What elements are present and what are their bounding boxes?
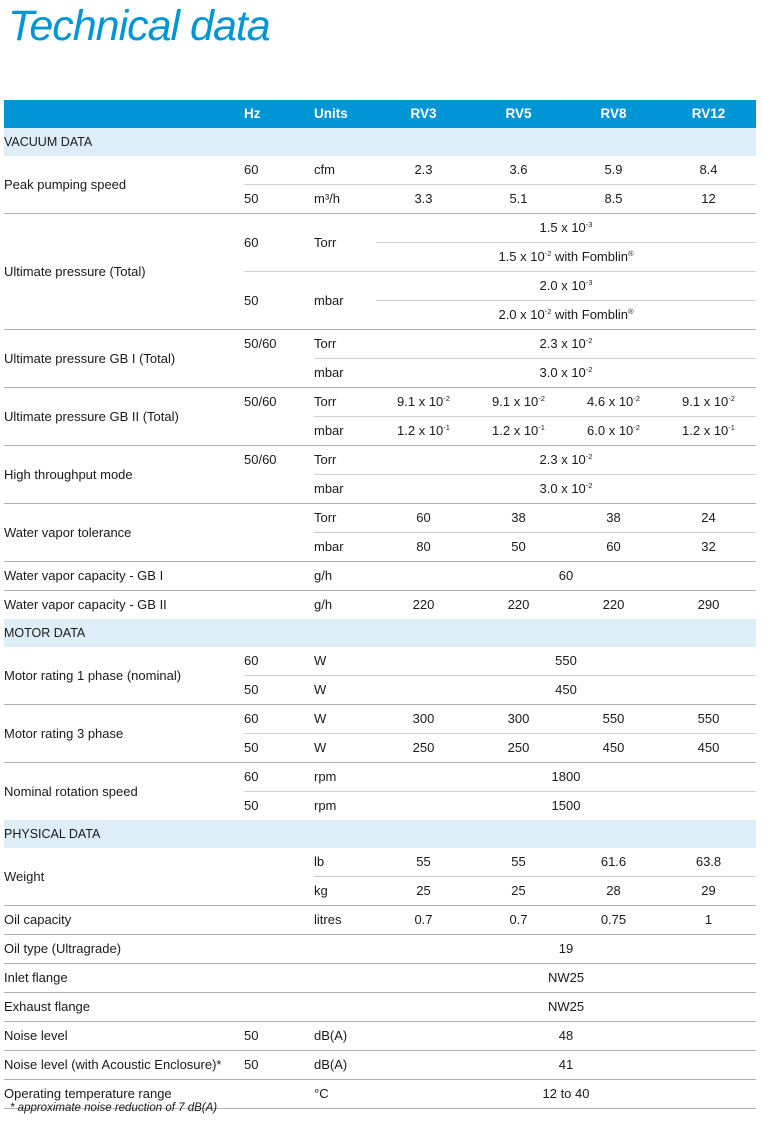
param-exhaust: Exhaust flange xyxy=(4,993,244,1022)
unit-cell: W xyxy=(314,734,376,763)
value-cell: 250 xyxy=(471,734,566,763)
value-cell: 550 xyxy=(555,653,577,668)
table-row-water-tolerance xyxy=(4,504,756,533)
unit-cell: mbar xyxy=(314,272,376,330)
table-row-peak-speed xyxy=(4,156,756,185)
value-cell: 550 xyxy=(661,705,756,734)
value-cell: 250 xyxy=(376,734,471,763)
hz-cell: 60 xyxy=(244,214,314,272)
param-high-throughput: High throughput mode xyxy=(4,446,244,504)
param-motor-1ph: Motor rating 1 phase (nominal) xyxy=(4,667,182,683)
unit-cell: g/h xyxy=(314,591,376,620)
value-cell: 60 xyxy=(376,562,756,591)
value-cell: 25 xyxy=(376,877,471,906)
value-cell: 450 xyxy=(376,676,756,705)
unit-cell: dB(A) xyxy=(314,1022,376,1051)
unit-cell: rpm xyxy=(314,763,376,792)
unit-cell xyxy=(314,935,376,964)
header-hz: Hz xyxy=(244,100,314,128)
section-row-physical xyxy=(4,820,756,848)
value-cell: 300 xyxy=(376,705,471,734)
hz-cell: 50/60 xyxy=(244,330,314,388)
value-cell: 2.3 x $10^{-2}$ xyxy=(376,446,756,475)
value-cell: 2.3 xyxy=(414,162,433,177)
header-units: Units xyxy=(314,100,376,128)
technical-data-table xyxy=(4,100,756,1109)
unit-cell xyxy=(314,993,376,1022)
value-cell: 12 to 40 xyxy=(376,1080,756,1109)
param-peak-speed: Peak pumping speed xyxy=(4,176,127,192)
value-cell: 550 xyxy=(566,705,661,734)
hz-cell: 50/60 xyxy=(244,388,314,446)
hz-cell xyxy=(244,848,314,906)
table-row-noise xyxy=(4,1022,756,1051)
unit-cell: W xyxy=(314,676,376,705)
hz-cell xyxy=(244,1080,314,1109)
value-cell: 1500 xyxy=(376,792,756,821)
value-cell: 3.0 x $10^{-2}$ xyxy=(376,475,756,504)
value-cell: 450 xyxy=(661,734,756,763)
hz-cell: 60 xyxy=(244,653,259,668)
param-weight: Weight xyxy=(4,868,45,884)
value-cell: 80 xyxy=(376,533,471,562)
value-cell: 9.1 x $10^{-2}$ xyxy=(471,388,566,417)
section-row-vacuum xyxy=(4,128,756,156)
value-cell: 63.8 xyxy=(695,854,722,869)
param-ultimate-gb2: Ultimate pressure GB II (Total) xyxy=(4,388,244,446)
unit-cell: cfm xyxy=(314,162,335,177)
value-cell: 0.7 xyxy=(471,906,566,935)
table-row-weight xyxy=(4,848,756,877)
section-heading-motor: MOTOR DATA xyxy=(4,619,756,647)
value-cell: 1.2 x $10^{-1}$ xyxy=(471,417,566,446)
header-model-rv12: RV12 xyxy=(661,100,756,128)
value-cell: 0.75 xyxy=(566,906,661,935)
table-row-ultimate-gb2 xyxy=(4,388,756,417)
hz-cell xyxy=(244,906,314,935)
value-cell: 5.1 xyxy=(471,185,566,214)
value-cell: 290 xyxy=(661,591,756,620)
header-model-rv3: RV3 xyxy=(376,100,471,128)
hz-cell xyxy=(244,562,314,591)
hz-cell: 50 xyxy=(244,1051,314,1080)
value-cell: NW25 xyxy=(376,993,756,1022)
value-cell: 41 xyxy=(376,1051,756,1080)
hz-cell: 60 xyxy=(244,162,259,177)
value-cell: 300 xyxy=(471,705,566,734)
value-cell: 38 xyxy=(471,504,566,533)
value-cell: 220 xyxy=(471,591,566,620)
param-water-gb2: Water vapor capacity - GB II xyxy=(4,591,244,620)
param-water-gb1: Water vapor capacity - GB I xyxy=(4,562,244,591)
param-rotation: Nominal rotation speed xyxy=(4,763,244,821)
value-cell: 6.0 x $10^{-2}$ xyxy=(566,417,661,446)
param-ultimate-gb1: Ultimate pressure GB I (Total) xyxy=(4,330,244,388)
hz-cell xyxy=(244,964,314,993)
hz-cell: 50 xyxy=(244,734,314,763)
unit-cell: mbar xyxy=(314,475,376,504)
footnote: * approximate noise reduction of 7 dB(A) xyxy=(10,1102,218,1114)
unit-cell: W xyxy=(314,705,376,734)
unit-cell: Torr xyxy=(314,446,376,475)
unit-cell: g/h xyxy=(314,562,376,591)
value-cell: NW25 xyxy=(376,964,756,993)
table-row-rotation xyxy=(4,763,756,792)
value-cell: 50 xyxy=(471,533,566,562)
value-cell: 28 xyxy=(566,877,661,906)
table-row-oil-type xyxy=(4,935,756,964)
param-oil-capacity: Oil capacity xyxy=(4,906,244,935)
table-row-inlet xyxy=(4,964,756,993)
value-cell: 1800 xyxy=(376,763,756,792)
section-heading-vacuum: VACUUM DATA xyxy=(4,128,756,156)
param-noise: Noise level xyxy=(4,1022,244,1051)
value-cell: 1.2 x $10^{-1}$ xyxy=(376,417,471,446)
value-cell: 19 xyxy=(376,935,756,964)
header-parameter xyxy=(4,100,244,128)
value-cell: 9.1 x $10^{-2}$ xyxy=(376,388,471,417)
value-cell: 38 xyxy=(566,504,661,533)
section-row-motor xyxy=(4,619,756,647)
unit-cell: Torr xyxy=(314,214,376,272)
header-model-rv8: RV8 xyxy=(566,100,661,128)
value-cell: 24 xyxy=(661,504,756,533)
value-cell: 12 xyxy=(661,185,756,214)
hz-cell: 50 xyxy=(244,272,314,330)
table-row-oil-capacity xyxy=(4,906,756,935)
value-cell: 29 xyxy=(661,877,756,906)
value-cell: 61.6 xyxy=(600,854,627,869)
hz-cell: 50/60 xyxy=(244,446,314,504)
value-cell: 3.0 x $10^{-2}$ xyxy=(376,359,756,388)
unit-cell xyxy=(314,964,376,993)
table-row-water-gb2 xyxy=(4,591,756,620)
hz-cell xyxy=(244,591,314,620)
section-heading-physical: PHYSICAL DATA xyxy=(4,820,756,848)
table-row-high-throughput xyxy=(4,446,756,475)
hz-cell: 50 xyxy=(244,185,314,214)
value-cell: 48 xyxy=(376,1022,756,1051)
value-cell: 2.3 x $10^{-2}$ xyxy=(376,330,756,359)
param-noise-enclosure: Noise level (with Acoustic Enclosure)* xyxy=(4,1051,244,1080)
hz-cell: 50 xyxy=(244,792,314,821)
table-row-motor-1ph xyxy=(4,647,756,676)
hz-cell: 50 xyxy=(244,1022,314,1051)
unit-cell: Torr xyxy=(314,388,376,417)
header-model-rv5: RV5 xyxy=(471,100,566,128)
unit-cell: °C xyxy=(314,1080,376,1109)
value-cell: 2.0 x $10^{-2}$ with Fomblin® xyxy=(376,301,756,330)
value-cell: 55 xyxy=(416,854,431,869)
hz-cell xyxy=(244,993,314,1022)
table-row-ultimate-total xyxy=(4,214,756,243)
hz-cell: 50 xyxy=(244,676,314,705)
param-ultimate-total: Ultimate pressure (Total) xyxy=(4,214,244,330)
value-cell: 450 xyxy=(566,734,661,763)
param-inlet: Inlet flange xyxy=(4,964,244,993)
hz-cell xyxy=(244,504,314,562)
table-row-water-gb1 xyxy=(4,562,756,591)
value-cell: 9.1 x $10^{-2}$ xyxy=(661,388,756,417)
value-cell: 3.3 xyxy=(376,185,471,214)
value-cell: 220 xyxy=(566,591,661,620)
page-title: Technical data xyxy=(8,2,270,50)
value-cell: 5.9 xyxy=(604,162,623,177)
value-cell: 55 xyxy=(511,854,526,869)
value-cell: 3.6 xyxy=(509,162,528,177)
value-cell: 1.5 x $10^{-3}$ xyxy=(376,214,756,243)
unit-cell: mbar xyxy=(314,417,376,446)
value-cell: 1.5 x $10^{-2}$ with Fomblin® xyxy=(376,243,756,272)
value-cell: 25 xyxy=(471,877,566,906)
table-header-row xyxy=(4,100,756,128)
param-motor-3ph: Motor rating 3 phase xyxy=(4,705,244,763)
table-row-noise-enclosure xyxy=(4,1051,756,1080)
value-cell: 60 xyxy=(376,504,471,533)
unit-cell: Torr xyxy=(314,504,376,533)
table-row-exhaust xyxy=(4,993,756,1022)
value-cell: 2.0 x $10^{-3}$ xyxy=(376,272,756,301)
unit-cell: Torr xyxy=(314,330,376,359)
value-cell: 32 xyxy=(661,533,756,562)
unit-cell: mbar xyxy=(314,359,376,388)
hz-cell: 60 xyxy=(244,705,314,734)
value-cell: 4.6 x $10^{-2}$ xyxy=(566,388,661,417)
param-oil-type: Oil type (Ultragrade) xyxy=(4,935,244,964)
value-cell: 8.4 xyxy=(699,162,718,177)
unit-cell: W xyxy=(314,653,327,668)
value-cell: 220 xyxy=(376,591,471,620)
value-cell: 0.7 xyxy=(376,906,471,935)
value-cell: 1 xyxy=(661,906,756,935)
unit-cell: kg xyxy=(314,877,376,906)
unit-cell: dB(A) xyxy=(314,1051,376,1080)
value-cell: 1.2 x $10^{-1}$ xyxy=(661,417,756,446)
unit-cell: lb xyxy=(314,854,325,869)
value-cell: 8.5 xyxy=(566,185,661,214)
param-temperature: Operating temperature range xyxy=(4,1080,244,1109)
hz-cell xyxy=(244,935,314,964)
unit-cell: rpm xyxy=(314,792,376,821)
value-cell: 60 xyxy=(566,533,661,562)
unit-cell: litres xyxy=(314,906,376,935)
hz-cell: 60 xyxy=(244,763,314,792)
param-water-tolerance: Water vapor tolerance xyxy=(4,504,244,562)
unit-cell: mbar xyxy=(314,533,376,562)
unit-cell: m³/h xyxy=(314,185,376,214)
table-row-ultimate-gb1 xyxy=(4,330,756,359)
table-row-motor-3ph xyxy=(4,705,756,734)
